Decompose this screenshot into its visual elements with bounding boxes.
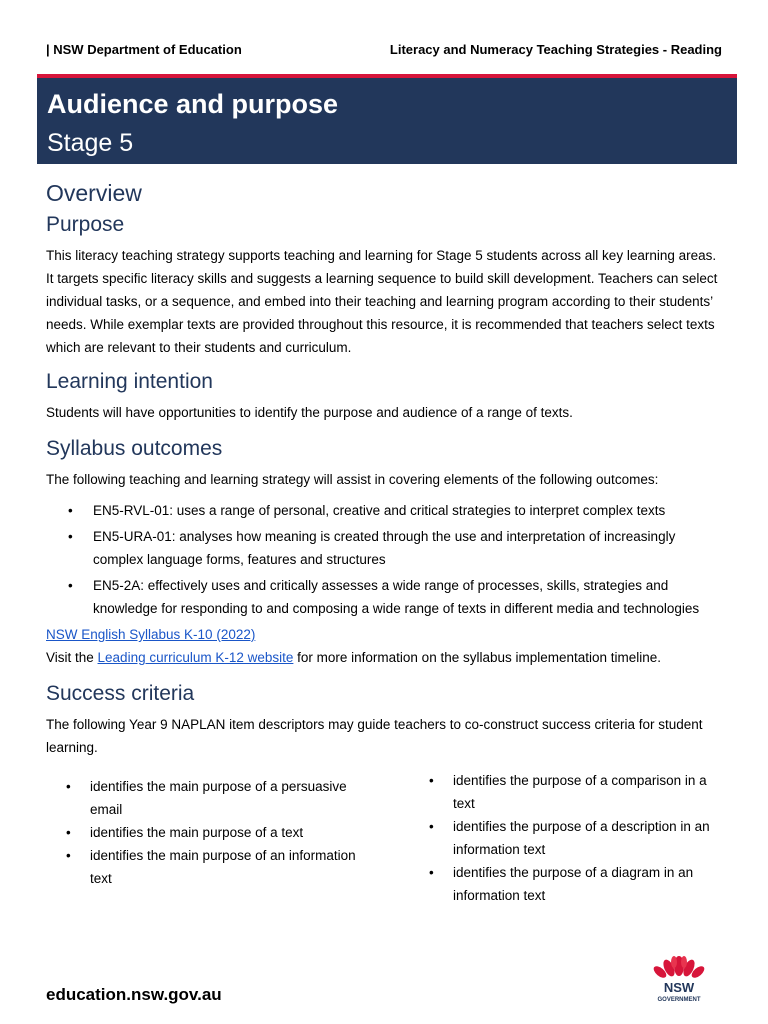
bullet-icon: • bbox=[68, 529, 73, 544]
syllabus-link[interactable]: NSW English Syllabus K-10 (2022) bbox=[46, 627, 256, 642]
list-item bbox=[66, 821, 376, 844]
list-item bbox=[68, 574, 726, 620]
criteria-list-right bbox=[429, 769, 729, 907]
bullet-icon: • bbox=[66, 825, 71, 840]
purpose-heading: Purpose bbox=[46, 213, 125, 236]
main-content bbox=[46, 176, 726, 907]
success-criteria-heading: Success criteria bbox=[46, 682, 195, 705]
list-item bbox=[66, 775, 376, 821]
outcomes-list bbox=[46, 499, 726, 620]
success-criteria-columns bbox=[46, 767, 726, 907]
overview-heading: Overview bbox=[46, 180, 142, 206]
criteria-text: identifies the purpose of a diagram in an information text bbox=[453, 865, 694, 903]
criteria-text: identifies the purpose of a comparison in a text bbox=[453, 773, 707, 811]
bullet-icon: • bbox=[66, 779, 71, 794]
footer-url: education.nsw.gov.au bbox=[46, 985, 222, 1004]
criteria-list-left bbox=[66, 775, 376, 890]
list-item bbox=[429, 769, 729, 815]
bullet-icon: • bbox=[429, 865, 434, 880]
outcome-text: EN5-URA-01: analyses how meaning is created through the use and interpretation of increasingly complex language forms, features and structures bbox=[93, 529, 676, 567]
outcome-text: EN5-RVL-01: uses a range of personal, creative and critical strategies to interpret complex texts bbox=[93, 503, 666, 518]
learning-intention-heading: Learning intention bbox=[46, 370, 213, 393]
criteria-text: identifies the purpose of a description in an information text bbox=[453, 819, 710, 857]
visit-prefix: Visit the bbox=[46, 650, 98, 665]
list-item bbox=[68, 525, 726, 571]
list-item bbox=[429, 815, 729, 861]
list-item bbox=[66, 844, 376, 890]
bullet-icon: • bbox=[66, 848, 71, 863]
bullet-icon: • bbox=[68, 578, 73, 593]
leading-curriculum-link[interactable]: Leading curriculum K-12 website bbox=[97, 650, 294, 665]
bullet-icon: • bbox=[429, 819, 434, 834]
bullet-icon: • bbox=[68, 503, 73, 518]
page-subtitle: Stage 5 bbox=[47, 129, 134, 157]
visit-suffix: for more information on the syllabus implementation timeline. bbox=[293, 650, 662, 665]
visit-text bbox=[46, 646, 726, 669]
header-department: | NSW Department of Education bbox=[46, 42, 242, 57]
syllabus-outcomes-heading: Syllabus outcomes bbox=[46, 437, 223, 460]
title-banner bbox=[37, 78, 737, 164]
criteria-text: identifies the main purpose of a text bbox=[90, 825, 304, 840]
purpose-text: This literacy teaching strategy supports teaching and learning for Stage 5 students across all key learning areas. It targets specific literacy skills and suggests a learning sequence to build skill development. Teachers can select individual tasks, or a sequence, and embed into their teaching and learning program according to their students’ needs. While exemplar texts are provided throughout this resource, it is recommended that teachers select texts which are relevant to their students and curriculum. bbox=[46, 248, 718, 355]
bullet-icon: • bbox=[429, 773, 434, 788]
list-item bbox=[429, 861, 729, 907]
page-title: Audience and purpose bbox=[47, 89, 339, 119]
nsw-government-logo bbox=[650, 948, 708, 1004]
syllabus-intro: The following teaching and learning strategy will assist in covering elements of the following outcomes: bbox=[46, 472, 659, 487]
logo-government-text: GOVERNMENT bbox=[657, 997, 701, 1003]
learning-intention-text: Students will have opportunities to identify the purpose and audience of a range of texts. bbox=[46, 405, 573, 420]
list-item bbox=[68, 499, 726, 522]
success-intro: The following Year 9 NAPLAN item descriptors may guide teachers to co-construct success criteria for student learning. bbox=[46, 717, 703, 755]
logo-nsw-text: NSW bbox=[663, 980, 695, 995]
criteria-text: identifies the main purpose of an information text bbox=[90, 848, 356, 886]
waratah-flower-icon bbox=[652, 956, 707, 980]
outcome-text: EN5-2A: effectively uses and critically assesses a wide range of processes, skills, strategies and knowledge for responding to and composing a wide range of texts in different media and technologies bbox=[93, 578, 700, 616]
criteria-text: identifies the main purpose of a persuasive email bbox=[90, 779, 347, 817]
header-document-title: Literacy and Numeracy Teaching Strategies - Reading bbox=[389, 42, 722, 57]
